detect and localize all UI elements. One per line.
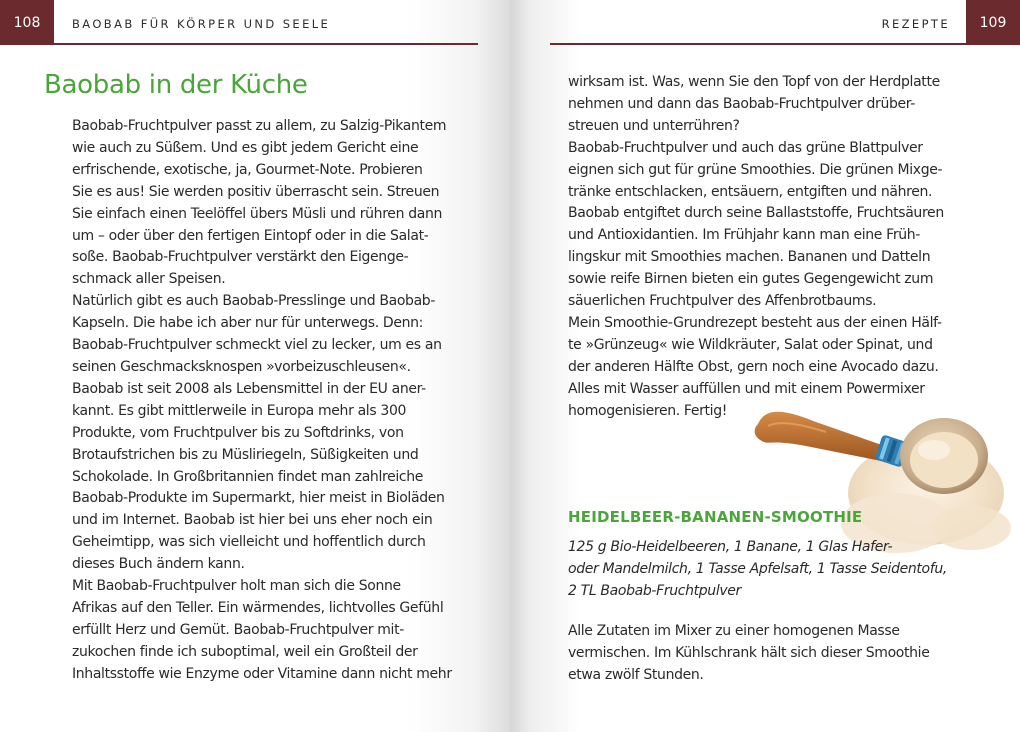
text-line: Baobab-Fruchtpulver passt zu allem, zu Salzig-Pikantem <box>72 118 447 134</box>
text-line: erfüllt Herz und Gemüt. Baobab-Fruchtpulver mit- <box>72 621 404 638</box>
page-number-left: 108 <box>0 0 54 44</box>
text-line: Sie einfach einen Teelöffel übers Müsli und rühren dann <box>72 205 443 222</box>
spoon-bowl-highlight <box>918 440 950 460</box>
text-line: lingskur mit Smoothies machen. Bananen und Datteln <box>568 249 931 266</box>
header-rule <box>550 43 1020 45</box>
text-line: soße. Baobab-Fruchtpulver verstärkt den Eigenge- <box>72 249 409 266</box>
text-line: schmack aller Speisen. <box>72 271 226 288</box>
text-line: Produkte, vom Fruchtpulver bis zu Softdrinks, von <box>72 424 404 441</box>
recipe-title: HEIDELBEER-BANANEN-SMOOTHIE <box>568 508 863 526</box>
text-line: und im Internet. Baobab ist hier bei uns eher noch ein <box>72 512 433 529</box>
right-body-text <box>568 72 944 423</box>
text-line: Baobab-Fruchtpulver schmeckt viel zu lecker, um es an <box>72 337 442 354</box>
header-rule <box>0 43 478 45</box>
page-number-right: 109 <box>966 0 1020 44</box>
instruction-line: Alle Zutaten im Mixer zu einer homogenen Masse <box>568 623 900 639</box>
left-body-text <box>72 116 452 686</box>
text-line: Mit Baobab-Fruchtpulver holt man sich die Sonne <box>72 578 401 595</box>
text-line: Baobab entgiftet durch seine Ballaststoffe, Fruchtsäuren <box>568 205 944 222</box>
ingredient-line: oder Mandelmilch, 1 Tasse Apfelsaft, 1 Tasse Seidentofu, <box>568 561 947 577</box>
text-line: nehmen und dann das Baobab-Fruchtpulver drüber- <box>568 95 915 112</box>
instruction-line: vermischen. Im Kühlschrank hält sich dieser Smoothie <box>568 645 930 661</box>
running-head-left: BAOBAB FÜR KÖRPER UND SEELE <box>72 17 331 31</box>
text-line: Schokolade. In Großbritannien findet man zahlreiche <box>72 468 424 485</box>
text-line: Geheimtipp, was sich vielleicht und hoffentlich durch <box>72 534 426 551</box>
text-line: dieses Buch ändern kann. <box>72 556 245 573</box>
text-line: sowie reife Birnen bieten ein gutes Gegengewicht zum <box>568 271 934 288</box>
text-line: Afrikas auf den Teller. Ein wärmendes, lichtvolles Gefühl <box>72 599 444 616</box>
instruction-line: etwa zwölf Stunden. <box>568 667 704 683</box>
text-line: te »Grünzeug« wie Wildkräuter, Salat oder Spinat, und <box>568 336 933 353</box>
recipe-instructions <box>568 620 929 686</box>
text-line: wie auch zu Süßem. Und es gibt jedem Gericht eine <box>72 139 419 156</box>
text-line: Baobab-Produkte im Supermarkt, hier meist in Bioläden <box>72 490 445 507</box>
page-title: Baobab in der Küche <box>44 70 308 100</box>
text-line: säuerlichen Fruchtpulver des Affenbrotbaums. <box>568 293 877 310</box>
ingredient-line: 2 TL Baobab-Fruchtpulver <box>568 583 741 599</box>
text-line: Baobab ist seit 2008 als Lebensmittel in der EU aner- <box>72 380 426 397</box>
text-line: und Antioxidantien. Im Frühjahr kann man eine Früh- <box>568 227 920 244</box>
text-line: Baobab-Fruchtpulver und auch das grüne Blattpulver <box>568 139 923 156</box>
ingredient-line: 125 g Bio-Heidelbeeren, 1 Banane, 1 Glas Hafer- <box>568 539 893 555</box>
right-page <box>510 0 1020 732</box>
text-line: Natürlich gibt es auch Baobab-Presslinge und Baobab- <box>72 293 436 310</box>
spoon-bowl-powder <box>910 432 978 488</box>
text-line: der anderen Hälfte Obst, gern noch eine Avocado dazu. <box>568 358 939 375</box>
text-line: Inhaltsstoffe wie Enzyme oder Vitamine dann nicht mehr <box>72 665 452 682</box>
text-line: tränke entschlacken, entsäuern, entgiften und nähren. <box>568 183 933 200</box>
text-line: Kapseln. Die habe ich aber nur für unterwegs. Denn: <box>72 315 424 332</box>
text-line: eignen sich gut für grüne Smoothies. Die grünen Mixge- <box>568 161 943 178</box>
text-line: Alles mit Wasser auffüllen und mit einem Powermixer <box>568 380 925 397</box>
text-line: wirksam ist. Was, wenn Sie den Topf von der Herdplatte <box>568 74 940 90</box>
text-line: seinen Geschmacksknospen »vorbeizuschleusen«. <box>72 358 411 375</box>
text-line: Sie es aus! Sie werden positiv überrascht sein. Streuen <box>72 183 440 200</box>
text-line: kannt. Es gibt mittlerweile in Europa mehr als 300 <box>72 402 407 419</box>
text-line: homogenisieren. Fertig! <box>568 402 728 419</box>
text-line: um – oder über den fertigen Eintopf oder in die Salat- <box>72 227 429 244</box>
running-head-right: REZEPTE <box>881 17 950 31</box>
recipe-ingredients <box>568 536 947 602</box>
text-line: Brotaufstrichen bis zu Müsliriegeln, Süßigkeiten und <box>72 446 419 463</box>
text-line: zukochen finde ich suboptimal, weil ein Großteil der <box>72 643 418 660</box>
text-line: Mein Smoothie-Grundrezept besteht aus der einen Hälf- <box>568 314 942 331</box>
text-line: erfrischende, exotische, ja, Gourmet-Note. Probieren <box>72 161 423 178</box>
text-line: streuen und unterrühren? <box>568 117 740 134</box>
